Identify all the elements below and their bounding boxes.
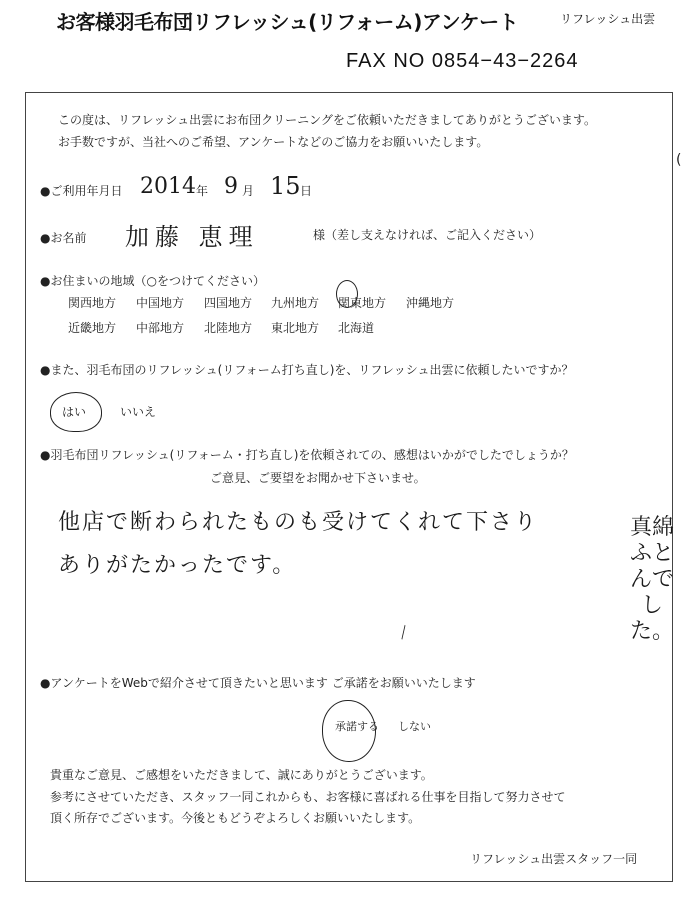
- intro-line-1: この度は、リフレッシュ出雲にお布団クリーニングをご依頼いただきましてありがとうございます。: [58, 113, 596, 127]
- stray-mark: (: [676, 152, 682, 168]
- region-label: ●お住まいの地域（○をつけてください）: [40, 274, 265, 288]
- region-kansai[interactable]: 関西地方: [68, 296, 117, 310]
- region-kanto[interactable]: 関東地方: [338, 296, 387, 310]
- fax-number: FAX NO 0854−43−2264: [346, 50, 579, 72]
- closing-line-3: 頂く所存でございます。今後ともどうぞよろしくお願いいたします。: [50, 811, 421, 825]
- company-name: リフレッシュ出雲: [560, 12, 656, 26]
- request-question: ●また、羽毛布団のリフレッシュ(リフォーム打ち直し)を、リフレッシュ出雲に依頼したいですか？: [40, 363, 574, 377]
- date-year-unit: 年: [196, 184, 209, 198]
- pen-mark: ╲: [396, 625, 411, 640]
- feedback-answer-line-1[interactable]: 他店で断わられたものも受けてくれて下さり: [58, 510, 539, 535]
- region-chugoku[interactable]: 中国地方: [136, 296, 185, 310]
- date-year-value[interactable]: 2014: [140, 174, 196, 199]
- request-no-option[interactable]: いいえ: [120, 405, 157, 419]
- name-suffix: 様（差し支えなければ、ご記入ください）: [313, 228, 542, 242]
- web-consent-disagree-option[interactable]: しない: [398, 720, 431, 733]
- closing-line-1: 貴重なご意見、ご感想をいただきまして、誠にありがとうございます。: [50, 768, 433, 782]
- region-hokuriku[interactable]: 北陸地方: [204, 321, 253, 335]
- intro-line-2: お手数ですが、当社へのご希望、アンケートなどのご協力をお願いいたします。: [58, 135, 489, 149]
- feedback-question: ●羽毛布団リフレッシュ(リフォーム・打ち直し)を依頼されての、感想はいかがでしたでしょうか？: [40, 448, 574, 462]
- region-hokkaido[interactable]: 北海道: [338, 321, 375, 335]
- date-label: ●ご利用年月日: [40, 184, 123, 198]
- region-shikoku[interactable]: 四国地方: [204, 296, 253, 310]
- feedback-answer-line-2[interactable]: ありがたかったです。: [58, 553, 297, 578]
- date-day-unit: 日: [300, 184, 313, 198]
- request-yes-option[interactable]: はい: [62, 405, 87, 419]
- region-chubu[interactable]: 中部地方: [136, 321, 185, 335]
- web-consent-question: ●アンケートをWebで紹介させて頂きたいと思います ご承諾をお願いいたします: [40, 676, 476, 690]
- side-handwritten-note: 真綿ふとんでした。: [630, 515, 675, 644]
- region-okinawa[interactable]: 沖縄地方: [406, 296, 455, 310]
- region-kyushu[interactable]: 九州地方: [271, 296, 320, 310]
- form-frame: [25, 92, 673, 882]
- date-day-value[interactable]: 15: [270, 172, 301, 200]
- feedback-sub: ご意見、ご要望をお聞かせ下さいませ。: [210, 471, 426, 485]
- date-month-unit: 月: [242, 184, 255, 198]
- web-consent-agree-option[interactable]: 承諾する: [335, 720, 379, 733]
- date-month-value[interactable]: 9: [224, 174, 238, 199]
- closing-line-2: 参考にさせていただき、スタッフ一同これからも、お客様に喜ばれる仕事を目指して努力させて: [50, 790, 566, 804]
- closing-signature: リフレッシュ出雲スタッフ一同: [470, 852, 638, 866]
- name-label: ●お名前: [40, 231, 87, 245]
- form-title: お客様羽毛布団リフレッシュ(リフォーム)アンケート: [56, 10, 519, 34]
- region-tohoku[interactable]: 東北地方: [271, 321, 320, 335]
- name-value[interactable]: 加藤 恵理: [125, 223, 259, 251]
- region-kinki[interactable]: 近畿地方: [68, 321, 117, 335]
